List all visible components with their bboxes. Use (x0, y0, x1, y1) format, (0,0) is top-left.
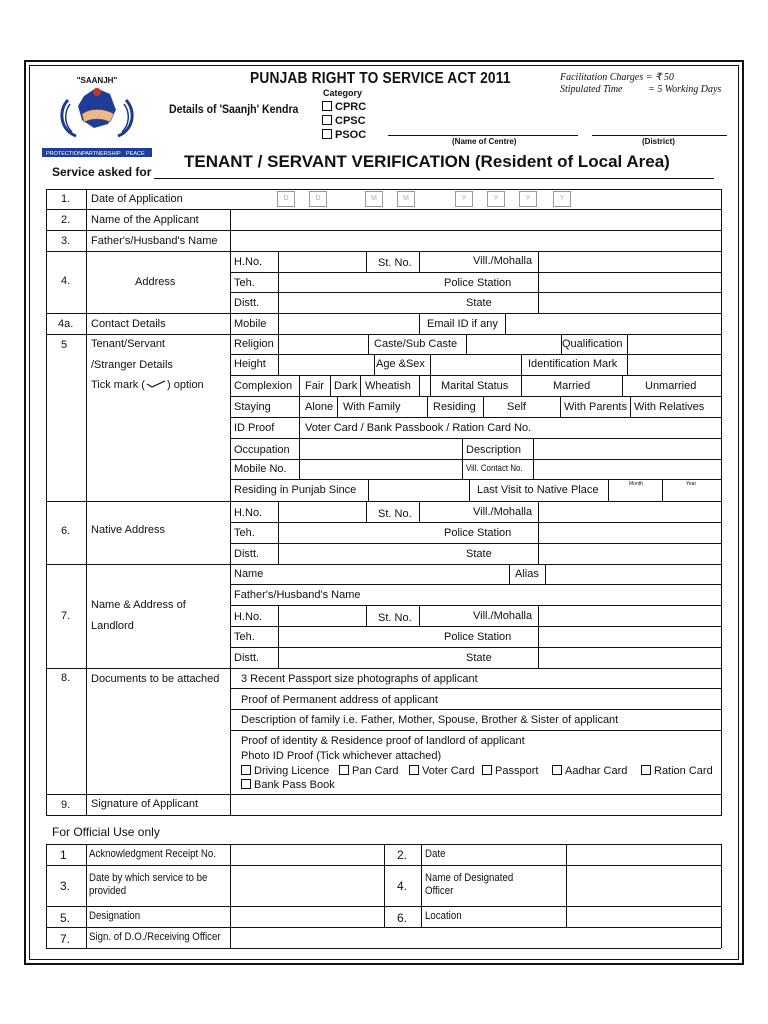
landlord-st-no-label: St. No. (378, 612, 412, 624)
date-box-y1[interactable]: Y (455, 191, 473, 207)
doc-permanent-address: Proof of Permanent address of applicant (241, 694, 438, 706)
landlord-teh-label: Teh. (234, 631, 255, 643)
occupation-label: Occupation (234, 444, 290, 456)
cpsc-checkbox[interactable] (322, 115, 332, 125)
official-date-label: Date (425, 848, 446, 860)
official-use-title: For Official Use only (52, 825, 160, 839)
logo-text: "SAANJH" (76, 76, 118, 85)
service-date-label-2: provided (89, 885, 127, 897)
row-3-number: 3. (61, 235, 71, 247)
official-3-number: 3. (60, 879, 71, 893)
receiving-officer-sign-label: Sign. of D.O./Receiving Officer (89, 931, 221, 943)
doc-photo-id: Photo ID Proof (Tick whichever attached) (241, 750, 442, 762)
official-2-number: 2. (397, 848, 408, 862)
complexion-label: Complexion (234, 380, 293, 392)
alias-label: Alias (515, 568, 539, 580)
residing-self[interactable]: Self (507, 401, 526, 413)
tenant-label-2: /Stranger Details (91, 359, 173, 371)
tick-mark-label: Tick mark ( ) option (91, 379, 204, 391)
aadhar-card-checkbox[interactable] (552, 765, 562, 775)
id-driving-licence[interactable]: Driving Licence (241, 765, 329, 777)
time-label: Stipulated Time (560, 84, 623, 95)
staying-with-family[interactable]: With Family (343, 401, 401, 413)
passport-checkbox[interactable] (482, 765, 492, 775)
category-psoc[interactable]: PSOC (322, 129, 366, 141)
id-proof-label: ID Proof (234, 422, 275, 434)
ack-receipt-label: Acknowledgment Receipt No. (89, 848, 216, 860)
applicant-name-label: Name of the Applicant (91, 214, 199, 226)
landlord-police-station-label: Police Station (444, 631, 512, 643)
id-bank-pass-book[interactable]: Bank Pass Book (241, 779, 335, 791)
date-of-application-label: Date of Application (91, 193, 183, 205)
native-address-label: Native Address (91, 524, 165, 536)
staying-label: Staying (234, 401, 271, 413)
logo-ribbon-3: PEACE (126, 151, 145, 157)
hno-label: H.No. (234, 256, 263, 268)
official-5-number: 5. (60, 911, 71, 925)
father-name-field[interactable] (232, 232, 720, 250)
complexion-dark[interactable]: Dark (334, 380, 358, 392)
date-box-m1[interactable]: M (365, 191, 383, 207)
designated-officer-label-2: Officer (425, 885, 454, 897)
tick-icon (145, 379, 167, 389)
district-caption: (District) (642, 137, 675, 146)
email-label: Email ID if any (427, 318, 498, 330)
police-station-label: Police Station (444, 277, 512, 289)
service-date-label-1: Date by which service to be (89, 872, 208, 884)
landlord-distt-label: Distt. (234, 652, 260, 664)
state-label: State (466, 297, 492, 309)
teh-label: Teh. (234, 277, 255, 289)
landlord-hno-label: H.No. (234, 611, 263, 623)
mobile-label: Mobile (234, 318, 267, 330)
marital-status-label: Marital Status (441, 380, 509, 392)
row-7-number: 7. (61, 610, 71, 622)
residing-with-parents[interactable]: With Parents (564, 401, 627, 413)
marital-unmarried[interactable]: Unmarried (645, 380, 697, 392)
form-title: TENANT / SERVANT VERIFICATION (Resident of Local Area) (184, 152, 670, 171)
height-label: Height (234, 358, 266, 370)
native-police-station-label: Police Station (444, 527, 512, 539)
qualification-label: Qualification (562, 338, 623, 350)
caste-label: Caste/Sub Caste (374, 338, 458, 350)
native-state-label: State (466, 548, 492, 560)
mobile-no-label: Mobile No. (234, 463, 287, 475)
landlord-label-2: Landlord (91, 620, 134, 632)
location-label: Location (425, 910, 462, 922)
native-distt-label: Distt. (234, 548, 260, 560)
father-name-label: Father's/Husband's Name (91, 235, 218, 247)
official-4-number: 4. (397, 879, 408, 893)
doc-landlord-proof: Proof of identity & Residence proof of landlord of applicant (241, 735, 525, 747)
row-4-number: 4. (61, 275, 71, 287)
row-9-number: 9. (61, 799, 71, 811)
residing-since-label: Residing in Punjab Since (234, 484, 357, 496)
id-aadhar-card[interactable]: Aadhar Card (552, 765, 627, 777)
logo-ribbon-2: PARTNERSHIP (82, 151, 121, 157)
date-box-d1[interactable]: D (277, 191, 295, 207)
landlord-father-label: Father's/Husband's Name (234, 589, 361, 601)
ration-card-checkbox[interactable] (641, 765, 651, 775)
row-1-number: 1. (61, 193, 71, 205)
landlord-state-label: State (466, 652, 492, 664)
pan-card-checkbox[interactable] (339, 765, 349, 775)
description-label: Description (466, 444, 522, 456)
complexion-wheatish[interactable]: Wheatish (365, 380, 411, 392)
category-cprc[interactable]: CPRC (322, 101, 366, 113)
vill-contact-label: Vill. Contact No. (466, 463, 523, 473)
centre-caption: (Name of Centre) (452, 137, 517, 146)
designated-officer-label-1: Name of Designated (425, 872, 514, 884)
driving-licence-checkbox[interactable] (241, 765, 251, 775)
date-box-d2[interactable]: D (309, 191, 327, 207)
centre-line[interactable] (388, 135, 578, 136)
id-voter-card[interactable]: Voter Card (409, 765, 475, 777)
row-4a-number: 4a. (58, 318, 74, 330)
official-6-number: 6. (397, 911, 408, 925)
last-visit-label: Last Visit to Native Place (477, 484, 599, 496)
bank-pass-book-checkbox[interactable] (241, 779, 251, 789)
applicant-name-field[interactable] (232, 211, 720, 229)
act-title: PUNJAB RIGHT TO SERVICE ACT 2011 (250, 70, 511, 87)
signature-field[interactable] (232, 796, 720, 814)
marital-married[interactable]: Married (553, 380, 591, 392)
kendra-label: Details of 'Saanjh' Kendra (169, 102, 299, 116)
date-box-m2[interactable]: M (397, 191, 415, 207)
id-passport[interactable]: Passport (482, 765, 538, 777)
landlord-vill-label: Vill./Mohalla (473, 610, 533, 622)
id-ration-card[interactable]: Ration Card (641, 765, 713, 777)
address-label: Address (135, 276, 176, 288)
service-asked-for: Service asked for (52, 165, 152, 179)
tenant-label-1: Tenant/Servant (91, 338, 165, 350)
complexion-fair[interactable]: Fair (305, 380, 324, 392)
date-box-y4[interactable]: Y (553, 191, 571, 207)
distt-label: Distt. (234, 297, 260, 309)
date-box-y2[interactable]: Y (487, 191, 505, 207)
st-no-label: St. No. (378, 257, 412, 269)
category-cpsc[interactable]: CPSC (322, 115, 366, 127)
title-underline (154, 178, 714, 179)
voter-card-checkbox[interactable] (409, 765, 419, 775)
district-line[interactable] (592, 135, 727, 136)
staying-alone[interactable]: Alone (305, 401, 334, 413)
native-st-no-label: St. No. (378, 508, 412, 520)
category-label: Category (323, 88, 363, 98)
official-7-number: 7. (60, 932, 71, 946)
time-value: = 5 Working Days (648, 84, 722, 95)
saanjh-logo (38, 74, 156, 164)
documents-label: Documents to be attached (91, 673, 220, 685)
logo-ribbon-1: PROTECTION (46, 151, 83, 157)
doc-photographs: 3 Recent Passport size photographs of applicant (241, 673, 478, 685)
contact-details-label: Contact Details (91, 318, 166, 330)
row-6-number: 6. (61, 525, 71, 537)
landlord-label-1: Name & Address of (91, 599, 186, 611)
psoc-checkbox[interactable] (322, 129, 332, 139)
designation-label: Designation (89, 910, 141, 922)
religion-label: Religion (234, 338, 274, 350)
month-label: Month (629, 481, 643, 487)
native-hno-label: H.No. (234, 507, 263, 519)
id-pan-card[interactable]: Pan Card (339, 765, 398, 777)
vill-mohalla-label: Vill./Mohalla (473, 255, 533, 267)
id-proof-options: Voter Card / Bank Passbook / Ration Card No. (305, 422, 532, 434)
identification-mark-label: Identification Mark (528, 358, 618, 370)
native-teh-label: Teh. (234, 527, 255, 539)
cprc-checkbox[interactable] (322, 101, 332, 111)
age-sex-label: Age &Sex (376, 358, 425, 370)
row-5-number: 5 (61, 339, 68, 351)
residing-label: Residing (433, 401, 476, 413)
residing-with-relatives[interactable]: With Relatives (634, 401, 705, 413)
fee-label: Facilitation Charges = ₹ 50 (560, 72, 674, 83)
landlord-name-label: Name (234, 568, 264, 580)
native-vill-label: Vill./Mohalla (473, 506, 533, 518)
year-label: Year (686, 481, 697, 487)
signature-label: Signature of Applicant (91, 798, 199, 810)
official-1-number: 1 (60, 848, 67, 862)
doc-family-description: Description of family i.e. Father, Mother, Spouse, Brother & Sister of applicant (241, 714, 619, 726)
date-box-y3[interactable]: Y (519, 191, 537, 207)
row-2-number: 2. (61, 214, 71, 226)
row-8-number: 8. (61, 672, 71, 684)
